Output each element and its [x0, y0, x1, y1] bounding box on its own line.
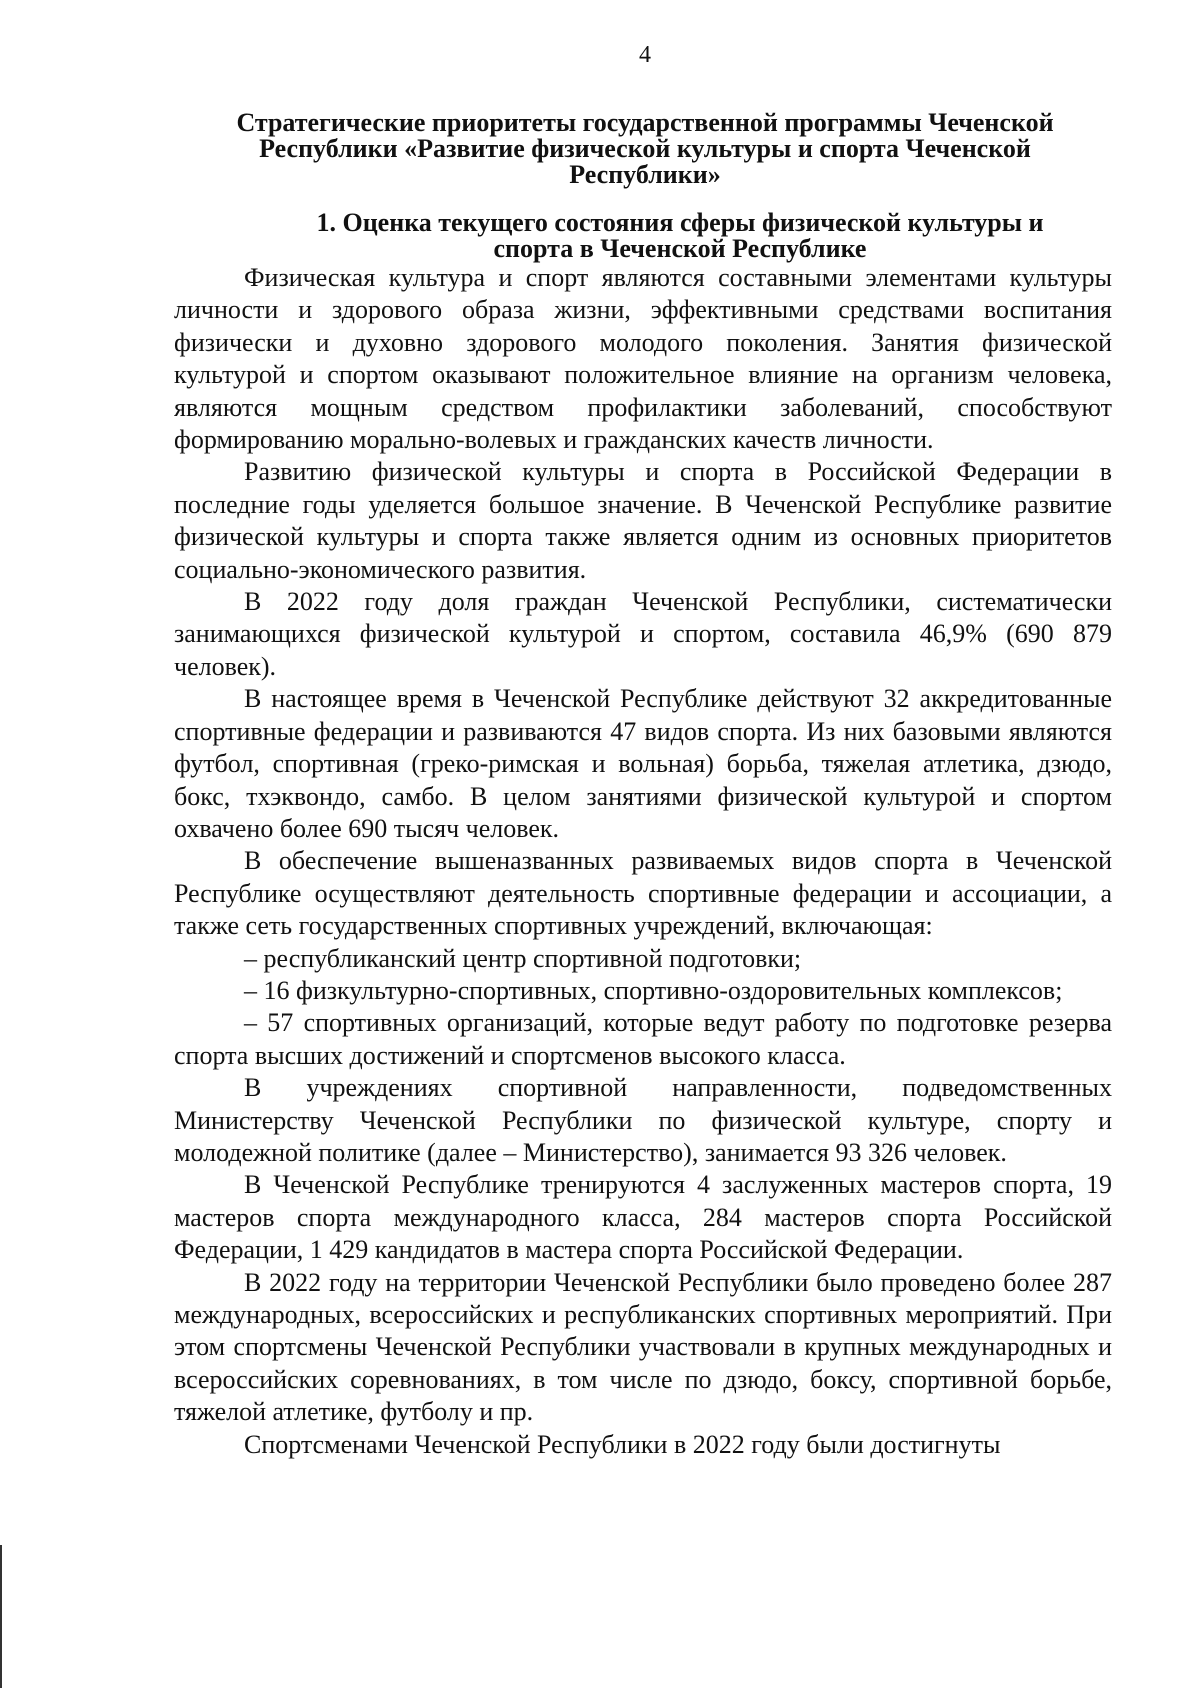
- document-title-line: Стратегические приоритеты государственной программы Чеченской: [236, 108, 1054, 137]
- paragraph: В учреждениях спортивной направленности, подведомственных Министерству Чеченской Республики по физической культуре, спорту и молодежной политике (далее – Министерство), занимается 93 326 человек.: [174, 1073, 1112, 1167]
- paragraph: В Чеченской Республике тренируются 4 заслуженных мастеров спорта, 19 мастеров спорта международного класса, 284 мастеров спорта Российской Федерации, 1 429 кандидатов в мастера спорта Российской Федерации.: [174, 1170, 1112, 1265]
- page-number: 4: [639, 42, 651, 68]
- paragraph: Развитию физической культуры и спорта в Российской Федерации в последние годы уделяется большое значение. В Чеченской Республике развитие физической культуры и спорта также является одним из основных приоритетов социально-экономического развития.: [174, 457, 1112, 584]
- section-heading: [260, 210, 1100, 262]
- list-item: – республиканский центр спортивной подготовки;: [244, 943, 802, 973]
- scan-edge-line: [0, 1545, 2, 1688]
- paragraph: Спортсменами Чеченской Республики в 2022 году были достигнуты: [244, 1429, 1001, 1459]
- document-title-line: Республики»: [569, 160, 721, 189]
- paragraph: В 2022 году доля граждан Чеченской Республики, систематически занимающихся физической культурой и спортом, составила 46,9% (690 879 человек).: [174, 587, 1112, 681]
- section-heading-line: спорта в Чеченской Республике: [493, 234, 867, 263]
- paragraph: В настоящее время в Чеченской Республике действуют 32 аккредитованные спортивные федерации и развиваются 47 видов спорта. Из них базовыми являются футбол, спортивная (греко-римская и вольная) борьба, тяжелая атлетика, дзюдо, бокс, тхэквондо, самбо. В целом занятиями физической культурой и спортом охвачено более 690 тысяч человек.: [174, 684, 1112, 843]
- paragraph: В обеспечение вышеназванных развиваемых видов спорта в Чеченской Республике осуществляют деятельность спортивные федерации и ассоциации, а также сеть государственных спортивных учреждений, включающая:: [174, 846, 1112, 941]
- paragraph: Физическая культура и спорт являются составными элементами культуры личности и здорового образа жизни, эффективными средствами воспитания физически и духовно здорового молодого поколения. Занятия физической культурой и спортом оказывают положительное влияние на организм человека, являются мощным средством профилактики заболеваний, способствуют формированию морально-волевых и гражданских качеств личности.: [174, 263, 1112, 455]
- document-title-line: Республики «Развитие физической культуры и спорта Чеченской: [259, 134, 1031, 163]
- section-heading-line: 1. Оценка текущего состояния сферы физической культуры и: [316, 208, 1044, 237]
- document-title: [195, 110, 1095, 188]
- paragraph: В 2022 году на территории Чеченской Республики было проведено более 287 международных, всероссийских и республиканских спортивных мероприятий. При этом спортсмены Чеченской Республики участвовали в крупных международных и всероссийских соревнованиях, в том числе по дзюдо, боксу, спортивной борьбе, тяжелой атлетике, футболу и пр.: [174, 1267, 1112, 1427]
- list-item: – 57 спортивных организаций, которые ведут работу по подготовке резерва спорта высших достижений и спортсменов высокого класса.: [174, 1008, 1112, 1070]
- list-item: – 16 физкультурно-спортивных, спортивно-оздоровительных комплексов;: [244, 975, 1063, 1005]
- body-text: [174, 262, 1112, 1461]
